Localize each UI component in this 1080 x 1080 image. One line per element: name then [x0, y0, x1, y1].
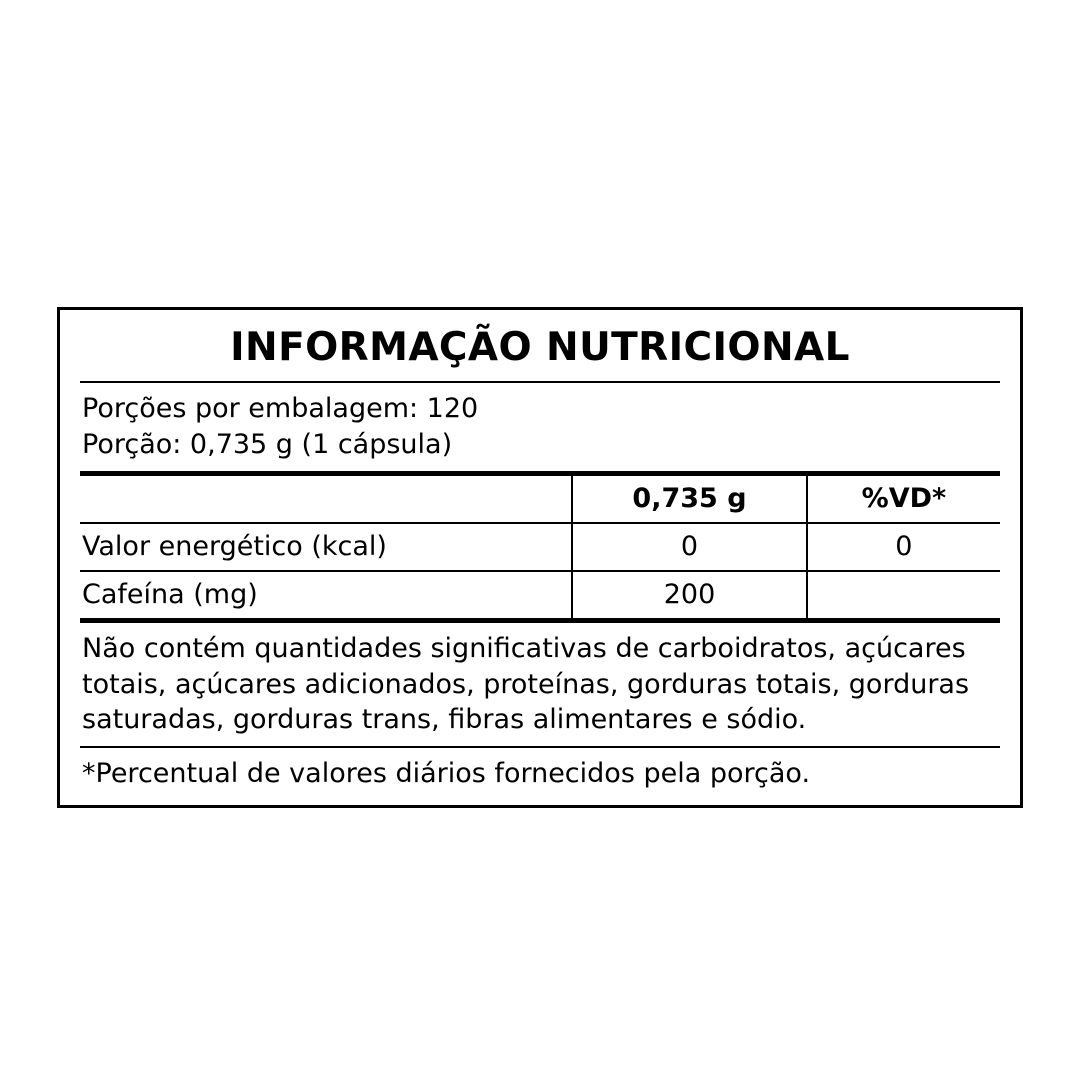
- column-header-vd: %VD*: [807, 476, 1000, 523]
- nutrition-facts-panel: [57, 307, 1023, 808]
- nutrition-table: [80, 476, 1000, 618]
- servings-block: [80, 383, 1000, 471]
- not-significant-note: Não contém quantidades significativas de carboidratos, açúcares totais, açúcares adicionados, proteínas, gorduras totais, gorduras saturadas, gorduras trans, fibras alimentares e sódio.: [82, 632, 970, 736]
- column-header-amount: 0,735 g: [572, 476, 807, 523]
- table-row: [80, 523, 1000, 571]
- panel-title: INFORMAÇÃO NUTRICIONAL: [230, 325, 850, 370]
- row-vd-energy: 0: [807, 523, 1000, 571]
- row-amount-energy: 0: [572, 523, 807, 571]
- row-label-energy: Valor energético (kcal): [80, 523, 572, 571]
- row-label-caffeine: Cafeína (mg): [80, 571, 572, 618]
- serving-size: Porção: 0,735 g (1 cápsula): [82, 428, 453, 460]
- table-row: [80, 571, 1000, 618]
- table-header-row: [80, 476, 1000, 523]
- table-body: [80, 523, 1000, 618]
- column-header-nutrient: [80, 476, 572, 523]
- row-amount-caffeine: 200: [572, 571, 807, 618]
- daily-value-footnote: *Percentual de valores diários fornecidos pela porção.: [82, 758, 811, 790]
- servings-per-package: Porções por embalagem: 120: [82, 392, 479, 424]
- row-vd-caffeine: [807, 571, 1000, 618]
- table-header: [80, 476, 1000, 523]
